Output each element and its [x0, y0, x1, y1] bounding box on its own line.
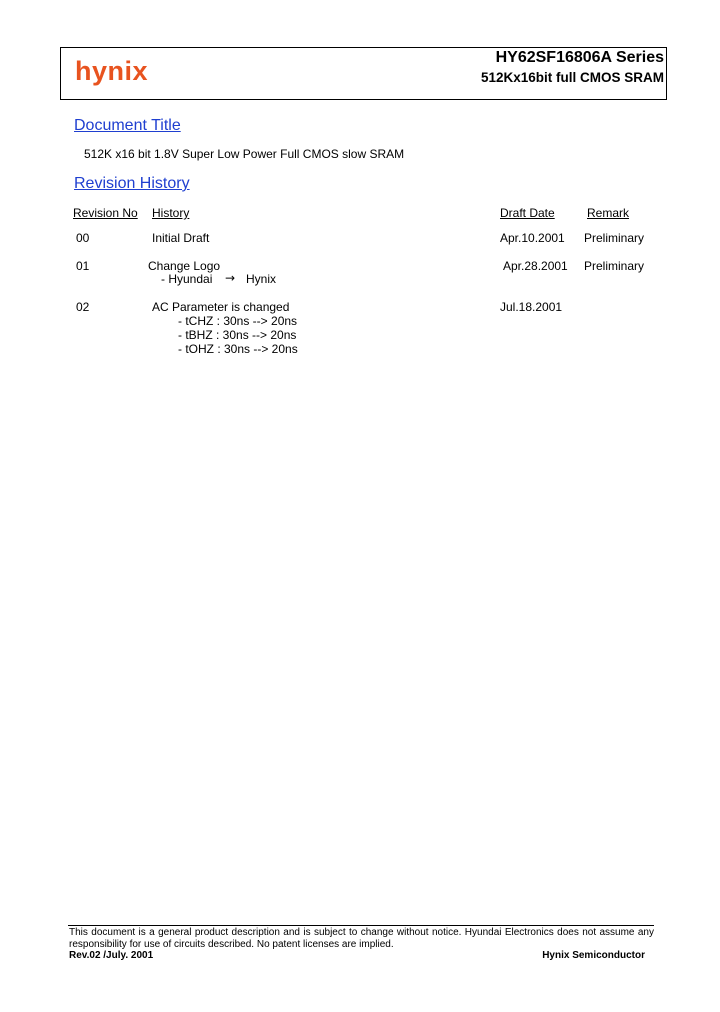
document-title-heading: Document Title [74, 117, 181, 134]
row-02-detail-tbhz: - tBHZ : 30ns --> 20ns [178, 328, 297, 342]
column-header-revision-no: Revision No [73, 206, 138, 220]
row-01-detail-from: - Hyundai [161, 272, 213, 286]
revision-history-heading: Revision History [74, 175, 190, 192]
series-subtitle: 512Kx16bit full CMOS SRAM [480, 70, 664, 85]
footer-rule [68, 925, 654, 926]
row-02-date: Jul.18.2001 [500, 300, 563, 314]
column-header-remark: Remark [587, 206, 630, 220]
column-header-draft-date: Draft Date [500, 206, 555, 220]
row-02-detail-tohz: - tOHZ : 30ns --> 20ns [178, 342, 298, 356]
footer-revision: Rev.02 /July. 2001 [69, 950, 154, 961]
series-title: HY62SF16806A Series [495, 49, 664, 66]
column-header-history: History [152, 206, 190, 220]
row-01-remark: Preliminary [584, 259, 645, 273]
row-02-history: AC Parameter is changed [152, 300, 290, 314]
row-01-history: Change Logo [148, 259, 221, 273]
row-00-remark: Preliminary [584, 231, 645, 245]
row-00-revision: 00 [76, 231, 90, 245]
right-arrow-icon: → [225, 271, 236, 285]
footer-disclaimer: This document is a general product description and is subject to change without notice. Hyundai Electronics does not assume any responsibility for use of circuits described. No patent licenses are implied. [69, 927, 654, 950]
row-02-detail-tchz: - tCHZ : 30ns --> 20ns [178, 314, 298, 328]
header-box [60, 47, 667, 100]
hynix-logo: hynix [75, 56, 149, 86]
row-00-history: Initial Draft [152, 231, 210, 245]
row-00-date: Apr.10.2001 [500, 231, 565, 245]
row-02-revision: 02 [76, 300, 90, 314]
document-title-text: 512K x16 bit 1.8V Super Low Power Full CMOS slow SRAM [84, 147, 405, 161]
row-01-detail-to: Hynix [246, 272, 277, 286]
row-01-revision: 01 [76, 259, 90, 273]
footer-company: Hynix Semiconductor [542, 950, 645, 961]
row-01-date: Apr.28.2001 [503, 259, 568, 273]
